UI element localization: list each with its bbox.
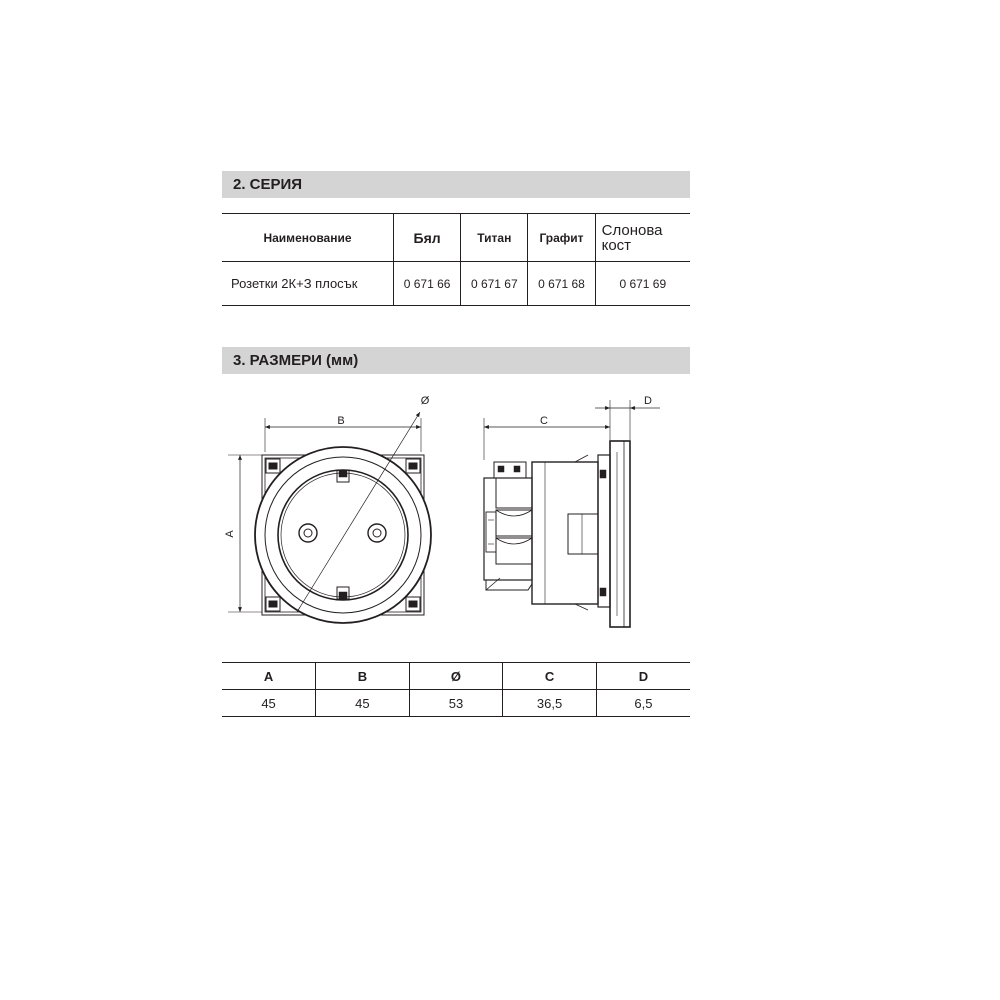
- dim-value-b: 45: [316, 690, 410, 717]
- dim-value-c: 36,5: [503, 690, 597, 717]
- column-header-white: Бял: [394, 214, 461, 262]
- dim-header-d: D: [596, 663, 690, 690]
- code-white-cell: 0 671 66: [394, 262, 461, 306]
- dimension-label-a: A: [224, 530, 236, 538]
- dim-header-b: B: [316, 663, 410, 690]
- code-ivory-cell: 0 671 69: [595, 262, 690, 306]
- code-graphite-cell: 0 671 68: [528, 262, 595, 306]
- dim-value-d: 6,5: [596, 690, 690, 717]
- dimension-label-b: B: [337, 415, 345, 427]
- dimensions-table: [222, 662, 690, 717]
- column-header-titan: Титан: [461, 214, 528, 262]
- table-header-row: [222, 663, 690, 690]
- column-header-ivory-line2: кост: [601, 236, 632, 254]
- table-row: [222, 262, 690, 306]
- socket-front-view-drawing: [228, 412, 431, 623]
- table-row: [222, 690, 690, 717]
- socket-side-view-drawing: [484, 400, 660, 627]
- series-table: [222, 213, 690, 306]
- dim-header-c: C: [503, 663, 597, 690]
- dimension-drawing: [222, 385, 690, 640]
- series-section-heading: 2. СЕРИЯ: [222, 171, 690, 198]
- dim-header-a: A: [222, 663, 316, 690]
- dim-header-diameter: Ø: [409, 663, 503, 690]
- column-header-ivory: [595, 214, 690, 262]
- column-header-graphite: Графит: [528, 214, 595, 262]
- dim-value-a: 45: [261, 695, 276, 711]
- dimension-label-c: C: [540, 415, 548, 427]
- dimensions-section-heading: 3. РАЗМЕРИ (мм): [222, 347, 690, 374]
- dimension-label-diameter: Ø: [420, 395, 430, 407]
- column-header-name: Наименование: [222, 214, 394, 262]
- dim-value-diameter: 53: [409, 690, 503, 717]
- product-name-cell: Розетки 2К+З плосък: [231, 276, 358, 291]
- column-header-ivory-line1: Слонова: [601, 221, 663, 239]
- dimension-label-d: D: [644, 395, 652, 407]
- code-titan-cell: 0 671 67: [461, 262, 528, 306]
- table-header-row: [222, 214, 690, 262]
